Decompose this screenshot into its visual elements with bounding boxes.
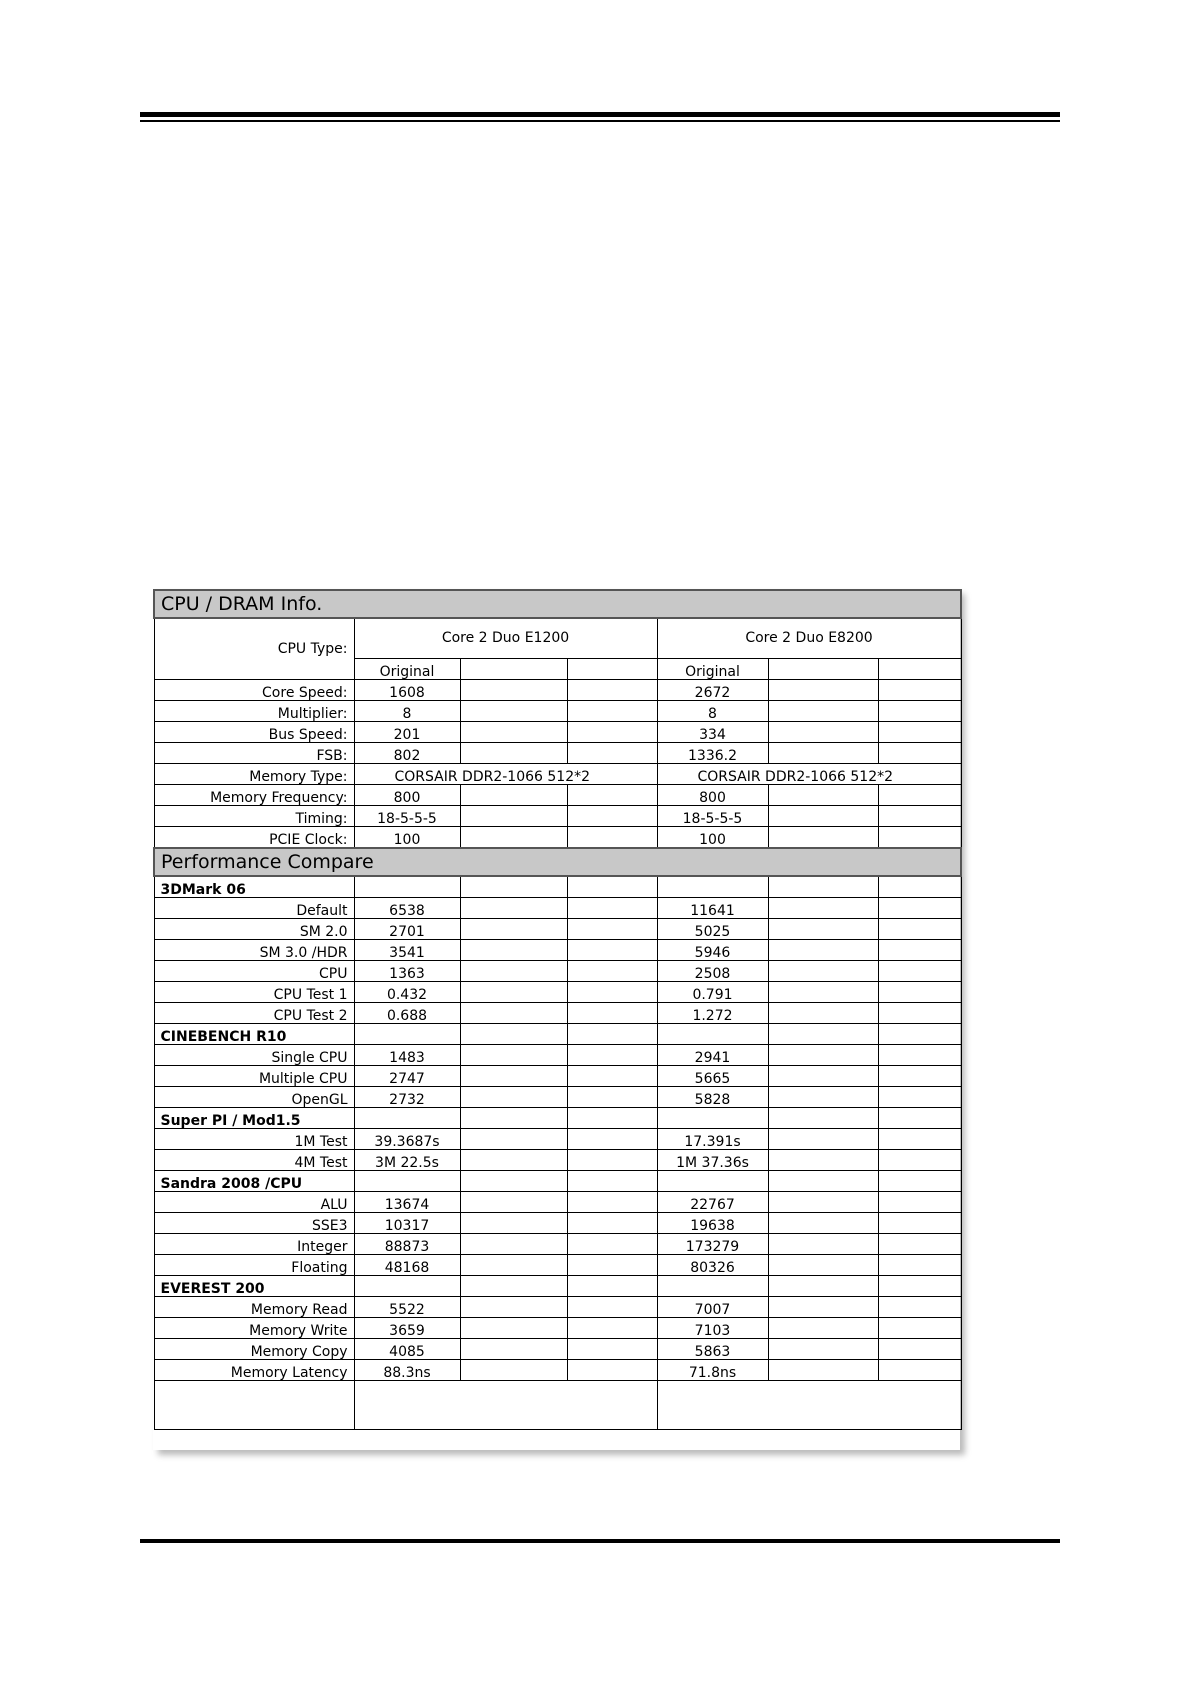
empty-cell [460, 1003, 567, 1024]
benchmark-row [154, 1255, 961, 1276]
value-e1200: 802 [354, 743, 460, 764]
value-e1200: 39.3687s [354, 1129, 460, 1150]
empty-cell [354, 1108, 460, 1129]
value-e8200: 7007 [657, 1297, 768, 1318]
value-e1200: 3659 [354, 1318, 460, 1339]
empty-cell [567, 1129, 657, 1150]
empty-cell [768, 940, 878, 961]
row-label: Memory Type: [154, 764, 354, 785]
value-e8200: 100 [657, 827, 768, 849]
benchmark-group-row [154, 1024, 961, 1045]
empty-cell [460, 743, 567, 764]
empty-cell [460, 961, 567, 982]
value-e1200: 3M 22.5s [354, 1150, 460, 1171]
value-e1200: 201 [354, 722, 460, 743]
empty-cell [878, 1360, 961, 1381]
row-label: Integer [154, 1234, 354, 1255]
benchmark-row [154, 982, 961, 1003]
empty-cell [460, 1129, 567, 1150]
empty-cell [354, 876, 460, 898]
section-performance-compare [154, 848, 961, 876]
empty-cell [567, 876, 657, 898]
value-e1200: 88.3ns [354, 1360, 460, 1381]
empty-cell [567, 806, 657, 827]
section-cpu-dram-info [154, 590, 961, 618]
info-row [154, 806, 961, 827]
benchmark-group-name: EVEREST 200 [154, 1276, 354, 1297]
info-row [154, 743, 961, 764]
empty-cell [567, 1213, 657, 1234]
row-label: Memory Write [154, 1318, 354, 1339]
empty-cell [567, 898, 657, 919]
empty-cell [567, 1087, 657, 1108]
benchmark-row [154, 1066, 961, 1087]
empty-cell [768, 1192, 878, 1213]
value-e8200: 173279 [657, 1234, 768, 1255]
empty-cell [567, 1171, 657, 1192]
empty-cell [567, 1003, 657, 1024]
empty-cell [768, 1066, 878, 1087]
row-label: Memory Read [154, 1297, 354, 1318]
empty-cell [768, 898, 878, 919]
row-label: Multiple CPU [154, 1066, 354, 1087]
empty-cell [154, 1381, 354, 1430]
empty-cell [460, 1108, 567, 1129]
value-e8200: 80326 [657, 1255, 768, 1276]
value-e1200: 100 [354, 827, 460, 849]
empty-cell [878, 680, 961, 701]
value-e1200: 10317 [354, 1213, 460, 1234]
empty-cell [878, 1066, 961, 1087]
empty-cell [354, 1024, 460, 1045]
empty-cell [460, 827, 567, 849]
empty-cell [878, 1150, 961, 1171]
benchmark-row [154, 1150, 961, 1171]
row-label: Memory Frequency: [154, 785, 354, 806]
empty-cell [878, 919, 961, 940]
value-e8200: 71.8ns [657, 1360, 768, 1381]
benchmark-table [153, 589, 962, 1430]
value-e8200: 7103 [657, 1318, 768, 1339]
value-e8200: 1M 37.36s [657, 1150, 768, 1171]
benchmark-row [154, 1003, 961, 1024]
empty-cell [878, 1108, 961, 1129]
empty-cell [768, 1297, 878, 1318]
empty-cell [768, 919, 878, 940]
empty-cell [460, 806, 567, 827]
empty-cell [768, 680, 878, 701]
empty-cell [567, 982, 657, 1003]
empty-cell [657, 1171, 768, 1192]
value-e1200: 1483 [354, 1045, 460, 1066]
value-e8200: 22767 [657, 1192, 768, 1213]
value-e8200: 8 [657, 701, 768, 722]
empty-cell [567, 1066, 657, 1087]
header-rule-thin [140, 120, 1060, 122]
empty-cell [567, 658, 657, 679]
empty-cell [768, 1255, 878, 1276]
section-title: Performance Compare [154, 848, 961, 876]
empty-cell [768, 1339, 878, 1360]
value-e1200: 88873 [354, 1234, 460, 1255]
empty-cell [460, 940, 567, 961]
value-e1200: 0.688 [354, 1003, 460, 1024]
empty-cell [460, 1192, 567, 1213]
benchmark-row [154, 898, 961, 919]
empty-cell [878, 1171, 961, 1192]
empty-cell [657, 1381, 961, 1430]
empty-cell [460, 722, 567, 743]
benchmark-table-container [153, 589, 960, 1450]
row-label: Multiplier: [154, 701, 354, 722]
empty-cell [768, 1213, 878, 1234]
info-row [154, 680, 961, 701]
value-e8200: 18-5-5-5 [657, 806, 768, 827]
empty-cell [878, 1024, 961, 1045]
value-e8200: 800 [657, 785, 768, 806]
empty-cell [878, 701, 961, 722]
empty-cell [460, 1087, 567, 1108]
benchmark-group-name: Sandra 2008 /CPU [154, 1171, 354, 1192]
empty-cell [567, 1276, 657, 1297]
value-e1200: 4085 [354, 1339, 460, 1360]
info-row [154, 701, 961, 722]
empty-cell [878, 1297, 961, 1318]
original-label-a: Original [354, 658, 460, 679]
empty-cell [768, 1087, 878, 1108]
benchmark-row [154, 919, 961, 940]
benchmark-row [154, 961, 961, 982]
value-e8200: 19638 [657, 1213, 768, 1234]
info-row [154, 764, 961, 785]
empty-cell [567, 1024, 657, 1045]
empty-cell [354, 1381, 657, 1430]
value-e1200: 48168 [354, 1255, 460, 1276]
empty-cell [768, 1234, 878, 1255]
empty-cell [768, 1003, 878, 1024]
empty-cell [768, 658, 878, 679]
empty-cell [878, 1129, 961, 1150]
empty-cell [768, 743, 878, 764]
empty-cell [460, 701, 567, 722]
empty-cell [878, 785, 961, 806]
benchmark-row [154, 1129, 961, 1150]
benchmark-row [154, 940, 961, 961]
empty-cell [878, 876, 961, 898]
empty-cell [878, 722, 961, 743]
empty-cell [460, 1024, 567, 1045]
empty-cell [567, 1045, 657, 1066]
empty-cell [657, 1024, 768, 1045]
empty-cell [768, 961, 878, 982]
empty-cell [460, 1045, 567, 1066]
table-footer-row [154, 1381, 961, 1430]
row-label: Bus Speed: [154, 722, 354, 743]
row-label: Memory Latency [154, 1360, 354, 1381]
row-label: 4M Test [154, 1150, 354, 1171]
value-e1200: 2747 [354, 1066, 460, 1087]
header-rule-thick [140, 112, 1060, 117]
value-e8200: 5946 [657, 940, 768, 961]
benchmark-row [154, 1297, 961, 1318]
benchmark-row [154, 1192, 961, 1213]
empty-cell [567, 1108, 657, 1129]
benchmark-row [154, 1087, 961, 1108]
row-label: PCIE Clock: [154, 827, 354, 849]
row-label: Timing: [154, 806, 354, 827]
empty-cell [768, 876, 878, 898]
empty-cell [460, 680, 567, 701]
empty-cell [878, 1318, 961, 1339]
empty-cell [567, 680, 657, 701]
benchmark-group-name: CINEBENCH R10 [154, 1024, 354, 1045]
empty-cell [878, 1003, 961, 1024]
empty-cell [567, 1297, 657, 1318]
value-e8200: CORSAIR DDR2-1066 512*2 [657, 764, 961, 785]
value-e8200: 5828 [657, 1087, 768, 1108]
benchmark-row [154, 1339, 961, 1360]
empty-cell [460, 658, 567, 679]
benchmark-group-row [154, 1171, 961, 1192]
benchmark-group-row [154, 1276, 961, 1297]
empty-cell [460, 982, 567, 1003]
empty-cell [567, 1318, 657, 1339]
value-e8200: 334 [657, 722, 768, 743]
empty-cell [768, 1276, 878, 1297]
cpu-name-a: Core 2 Duo E1200 [354, 618, 657, 658]
value-e8200: 2941 [657, 1045, 768, 1066]
cpu-type-label: CPU Type: [154, 618, 354, 680]
empty-cell [878, 940, 961, 961]
benchmark-row [154, 1234, 961, 1255]
empty-cell [567, 1255, 657, 1276]
empty-cell [460, 1213, 567, 1234]
original-label-b: Original [657, 658, 768, 679]
benchmark-group-row [154, 876, 961, 898]
empty-cell [460, 1255, 567, 1276]
value-e1200: 13674 [354, 1192, 460, 1213]
empty-cell [567, 961, 657, 982]
empty-cell [657, 876, 768, 898]
info-row [154, 827, 961, 849]
empty-cell [354, 1276, 460, 1297]
empty-cell [878, 961, 961, 982]
empty-cell [460, 1234, 567, 1255]
value-e1200: 6538 [354, 898, 460, 919]
row-label: OpenGL [154, 1087, 354, 1108]
row-label: SSE3 [154, 1213, 354, 1234]
empty-cell [460, 1339, 567, 1360]
value-e1200: 2732 [354, 1087, 460, 1108]
row-label: Core Speed: [154, 680, 354, 701]
value-e8200: 1.272 [657, 1003, 768, 1024]
empty-cell [768, 1150, 878, 1171]
empty-cell [460, 1318, 567, 1339]
empty-cell [768, 1045, 878, 1066]
footer-rule [140, 1539, 1060, 1543]
empty-cell [878, 1276, 961, 1297]
value-e8200: 2672 [657, 680, 768, 701]
empty-cell [768, 1108, 878, 1129]
value-e1200: 5522 [354, 1297, 460, 1318]
empty-cell [878, 1045, 961, 1066]
empty-cell [460, 1297, 567, 1318]
empty-cell [567, 1234, 657, 1255]
value-e1200: 1608 [354, 680, 460, 701]
empty-cell [460, 876, 567, 898]
empty-cell [460, 1276, 567, 1297]
empty-cell [567, 1150, 657, 1171]
info-row [154, 722, 961, 743]
empty-cell [567, 919, 657, 940]
empty-cell [460, 785, 567, 806]
empty-cell [878, 1255, 961, 1276]
empty-cell [768, 827, 878, 849]
empty-cell [567, 1192, 657, 1213]
value-e1200: 0.432 [354, 982, 460, 1003]
row-label: Single CPU [154, 1045, 354, 1066]
row-label: Memory Copy [154, 1339, 354, 1360]
value-e8200: 0.791 [657, 982, 768, 1003]
row-label: CPU Test 2 [154, 1003, 354, 1024]
row-label: 1M Test [154, 1129, 354, 1150]
empty-cell [354, 1171, 460, 1192]
row-label: CPU [154, 961, 354, 982]
value-e1200: 1363 [354, 961, 460, 982]
cpu-name-b: Core 2 Duo E8200 [657, 618, 961, 658]
empty-cell [878, 898, 961, 919]
empty-cell [567, 743, 657, 764]
empty-cell [768, 806, 878, 827]
benchmark-group-row [154, 1108, 961, 1129]
empty-cell [460, 1360, 567, 1381]
empty-cell [567, 785, 657, 806]
row-label: SM 3.0 /HDR [154, 940, 354, 961]
empty-cell [878, 1087, 961, 1108]
value-e1200: 8 [354, 701, 460, 722]
benchmark-row [154, 1045, 961, 1066]
info-row [154, 785, 961, 806]
section-title: CPU / DRAM Info. [154, 590, 961, 618]
empty-cell [460, 919, 567, 940]
cpu-type-row [154, 618, 961, 658]
value-e1200: 3541 [354, 940, 460, 961]
value-e1200: 2701 [354, 919, 460, 940]
row-label: SM 2.0 [154, 919, 354, 940]
empty-cell [768, 1129, 878, 1150]
empty-cell [878, 806, 961, 827]
row-label: Default [154, 898, 354, 919]
empty-cell [878, 658, 961, 679]
empty-cell [460, 898, 567, 919]
benchmark-row [154, 1213, 961, 1234]
empty-cell [460, 1171, 567, 1192]
empty-cell [768, 982, 878, 1003]
empty-cell [878, 1234, 961, 1255]
empty-cell [768, 1171, 878, 1192]
empty-cell [878, 743, 961, 764]
row-label: Floating [154, 1255, 354, 1276]
benchmark-group-name: Super PI / Mod1.5 [154, 1108, 354, 1129]
benchmark-row [154, 1318, 961, 1339]
benchmark-group-name: 3DMark 06 [154, 876, 354, 898]
empty-cell [567, 827, 657, 849]
value-e1200: 18-5-5-5 [354, 806, 460, 827]
empty-cell [567, 1339, 657, 1360]
empty-cell [567, 940, 657, 961]
empty-cell [460, 1066, 567, 1087]
row-label: CPU Test 1 [154, 982, 354, 1003]
empty-cell [768, 785, 878, 806]
value-e8200: 2508 [657, 961, 768, 982]
empty-cell [768, 1024, 878, 1045]
empty-cell [567, 1360, 657, 1381]
empty-cell [768, 722, 878, 743]
empty-cell [878, 1213, 961, 1234]
value-e8200: 5863 [657, 1339, 768, 1360]
row-label: FSB: [154, 743, 354, 764]
empty-cell [567, 701, 657, 722]
empty-cell [878, 1339, 961, 1360]
empty-cell [768, 1318, 878, 1339]
empty-cell [768, 701, 878, 722]
empty-cell [657, 1276, 768, 1297]
empty-cell [878, 1192, 961, 1213]
empty-cell [460, 1150, 567, 1171]
value-e8200: 5665 [657, 1066, 768, 1087]
value-e8200: 17.391s [657, 1129, 768, 1150]
empty-cell [567, 722, 657, 743]
value-e8200: 5025 [657, 919, 768, 940]
empty-cell [768, 1360, 878, 1381]
value-e1200: CORSAIR DDR2-1066 512*2 [354, 764, 657, 785]
value-e8200: 1336.2 [657, 743, 768, 764]
value-e8200: 11641 [657, 898, 768, 919]
empty-cell [878, 982, 961, 1003]
empty-cell [657, 1108, 768, 1129]
row-label: ALU [154, 1192, 354, 1213]
value-e1200: 800 [354, 785, 460, 806]
empty-cell [878, 827, 961, 849]
benchmark-row [154, 1360, 961, 1381]
